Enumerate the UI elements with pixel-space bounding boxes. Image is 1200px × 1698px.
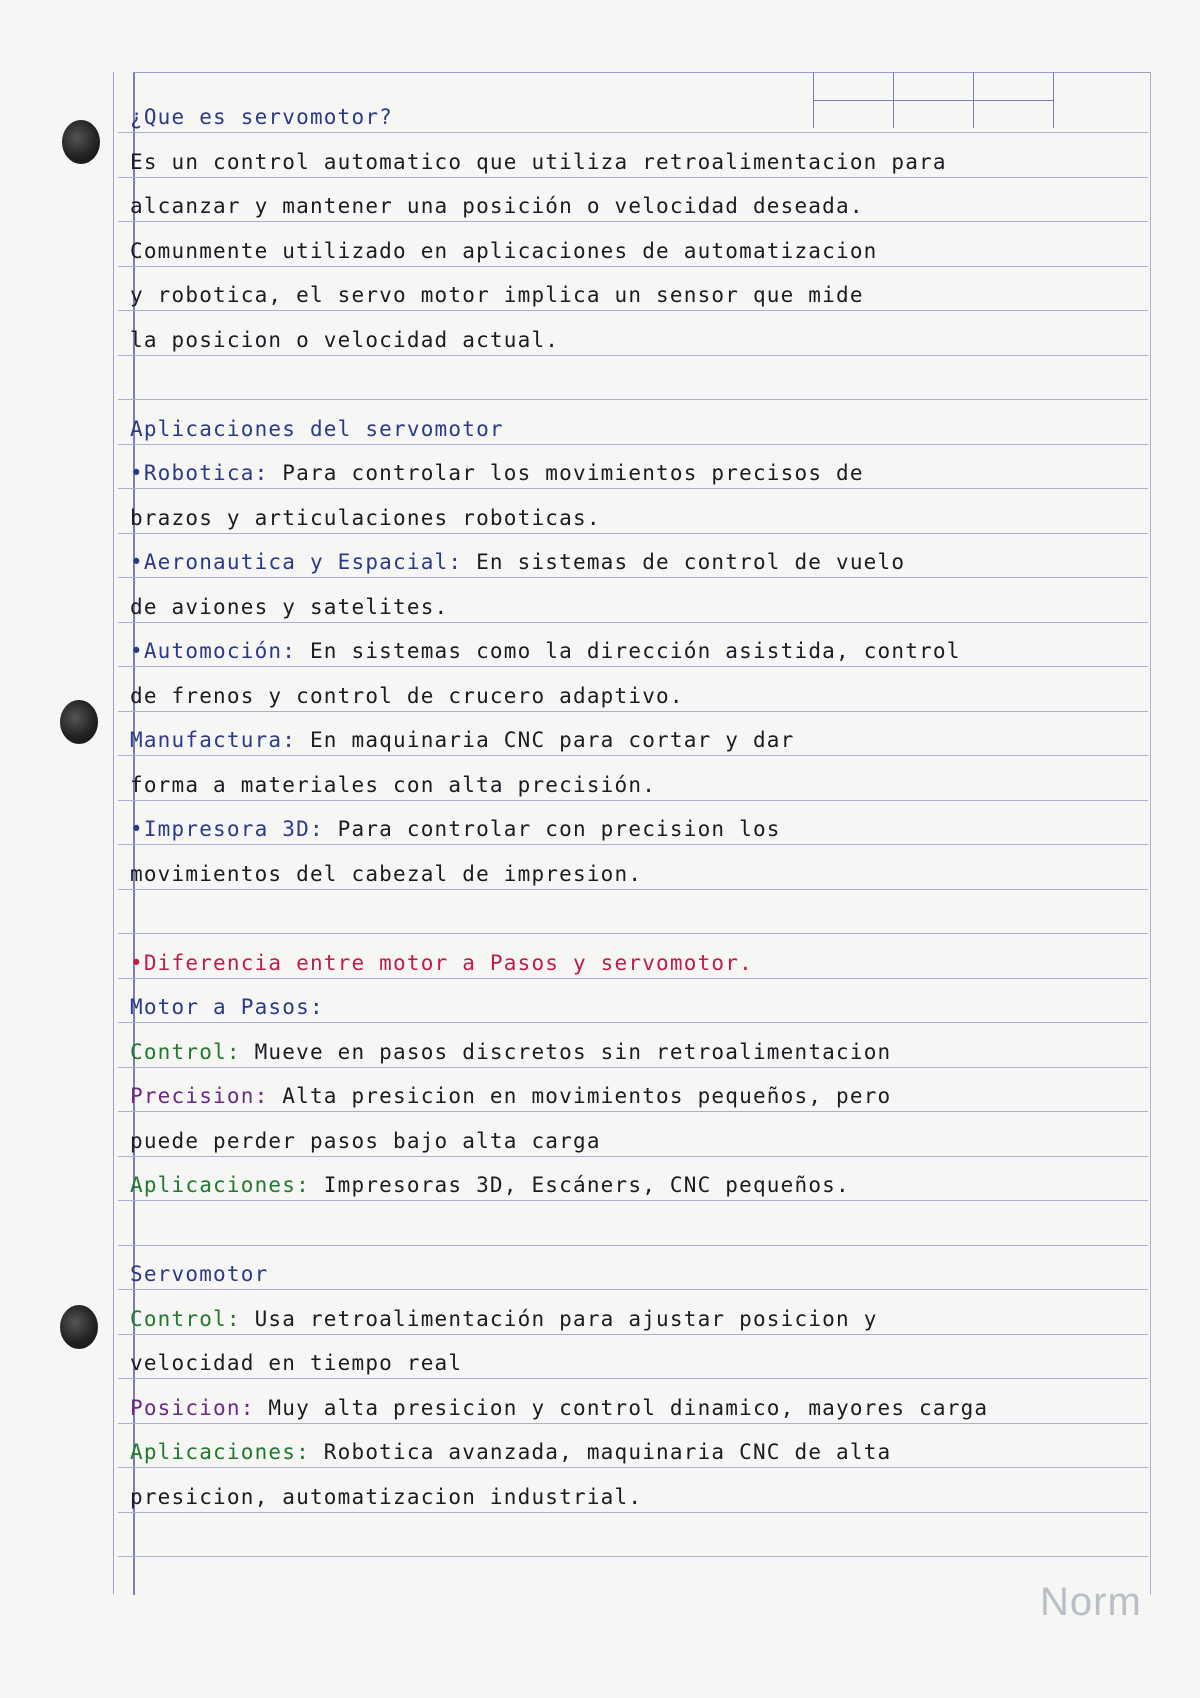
note-text: Comunmente utilizado en aplicaciones de automatizacion xyxy=(130,238,878,263)
note-line xyxy=(130,677,1140,715)
note-line xyxy=(130,321,1140,359)
note-text: de frenos y control de crucero adaptivo. xyxy=(130,683,684,708)
note-text: Para controlar los movimientos precisos de xyxy=(268,461,864,485)
note-line xyxy=(130,1389,1140,1427)
note-text: •Impresora 3D: xyxy=(130,817,324,841)
note-line xyxy=(130,588,1140,626)
note-line xyxy=(130,766,1140,804)
note-text: •Aeronautica y Espacial: xyxy=(130,550,463,574)
note-line xyxy=(130,1077,1140,1115)
note-line xyxy=(130,1255,1140,1293)
note-line xyxy=(130,1478,1140,1516)
note-line xyxy=(130,365,1140,403)
ruled-line xyxy=(118,1556,1148,1557)
margin-line xyxy=(113,72,114,1594)
note-text: En sistemas de control de vuelo xyxy=(462,550,906,574)
note-line xyxy=(130,232,1140,270)
note-line xyxy=(130,721,1140,759)
note-text: Usa retroalimentación para ajustar posicion y xyxy=(240,1306,878,1331)
note-text: Alta presicion en movimientos pequeños, pero xyxy=(268,1084,892,1108)
note-line xyxy=(130,1033,1140,1071)
note-text: Control: xyxy=(130,1039,241,1064)
note-text: Para controlar con precision los xyxy=(323,817,781,841)
note-text: ¿Que es servomotor? xyxy=(130,105,394,129)
note-text: Impresoras 3D, Escáners, CNC pequeños. xyxy=(309,1173,850,1197)
note-line xyxy=(130,944,1140,982)
note-line xyxy=(130,1344,1140,1382)
note-line xyxy=(130,187,1140,225)
note-text: Mueve en pasos discretos sin retroalimentacion xyxy=(240,1039,892,1064)
note-text: puede perder pasos bajo alta carga xyxy=(130,1128,601,1153)
note-line xyxy=(130,988,1140,1026)
note-text: Precision: xyxy=(130,1084,269,1108)
binder-hole-middle xyxy=(60,700,98,744)
note-line xyxy=(130,632,1140,670)
note-text: •Robotica: xyxy=(130,461,269,485)
note-line xyxy=(130,1433,1140,1471)
note-text: Manufactura: xyxy=(130,728,297,752)
brand-logo: Norm xyxy=(1040,1580,1142,1624)
note-text: alcanzar y mantener una posición o velocidad deseada. xyxy=(130,194,864,218)
note-line xyxy=(130,143,1140,181)
note-line xyxy=(130,543,1140,581)
note-line xyxy=(130,810,1140,848)
note-line xyxy=(130,1122,1140,1160)
note-text: Motor a Pasos: xyxy=(130,995,324,1019)
note-text: la posicion o velocidad actual. xyxy=(130,327,560,352)
note-text: Robotica avanzada, maquinaria CNC de alta xyxy=(309,1440,892,1464)
note-text: Posicion: xyxy=(130,1395,255,1420)
binder-hole-top xyxy=(62,120,100,164)
note-line xyxy=(130,1300,1140,1338)
note-line xyxy=(130,1166,1140,1204)
note-text: En sistemas como la dirección asistida, control xyxy=(296,639,961,663)
note-text: Aplicaciones: xyxy=(130,1440,310,1464)
note-text: presicion, automatizacion industrial. xyxy=(130,1484,643,1509)
note-line xyxy=(130,499,1140,537)
note-text: Aplicaciones: xyxy=(130,1173,310,1197)
note-line xyxy=(130,98,1140,136)
note-line xyxy=(130,1211,1140,1249)
note-text: movimientos del cabezal de impresion. xyxy=(130,861,643,886)
note-line xyxy=(130,276,1140,314)
note-text: velocidad en tiempo real xyxy=(130,1351,463,1375)
binder-hole-bottom xyxy=(60,1305,98,1349)
note-text: brazos y articulaciones roboticas. xyxy=(130,505,601,530)
note-line xyxy=(130,410,1140,448)
note-line xyxy=(130,899,1140,937)
note-text: Muy alta presicion y control dinamico, mayores carga xyxy=(254,1395,989,1420)
note-text: y robotica, el servo motor implica un sensor que mide xyxy=(130,283,864,307)
note-text: •Automoción: xyxy=(130,639,297,663)
note-text: Servomotor xyxy=(130,1262,269,1286)
note-text: de aviones y satelites. xyxy=(130,594,449,619)
note-text: Control: xyxy=(130,1306,241,1331)
note-text: •Diferencia entre motor a Pasos y servomotor. xyxy=(130,950,753,975)
note-line xyxy=(130,855,1140,893)
note-text: forma a materiales con alta precisión. xyxy=(130,772,657,797)
note-line xyxy=(130,454,1140,492)
note-text: En maquinaria CNC para cortar y dar xyxy=(296,728,795,752)
note-text: Aplicaciones del servomotor xyxy=(130,416,504,441)
note-text: Es un control automatico que utiliza retroalimentacion para xyxy=(130,149,947,174)
